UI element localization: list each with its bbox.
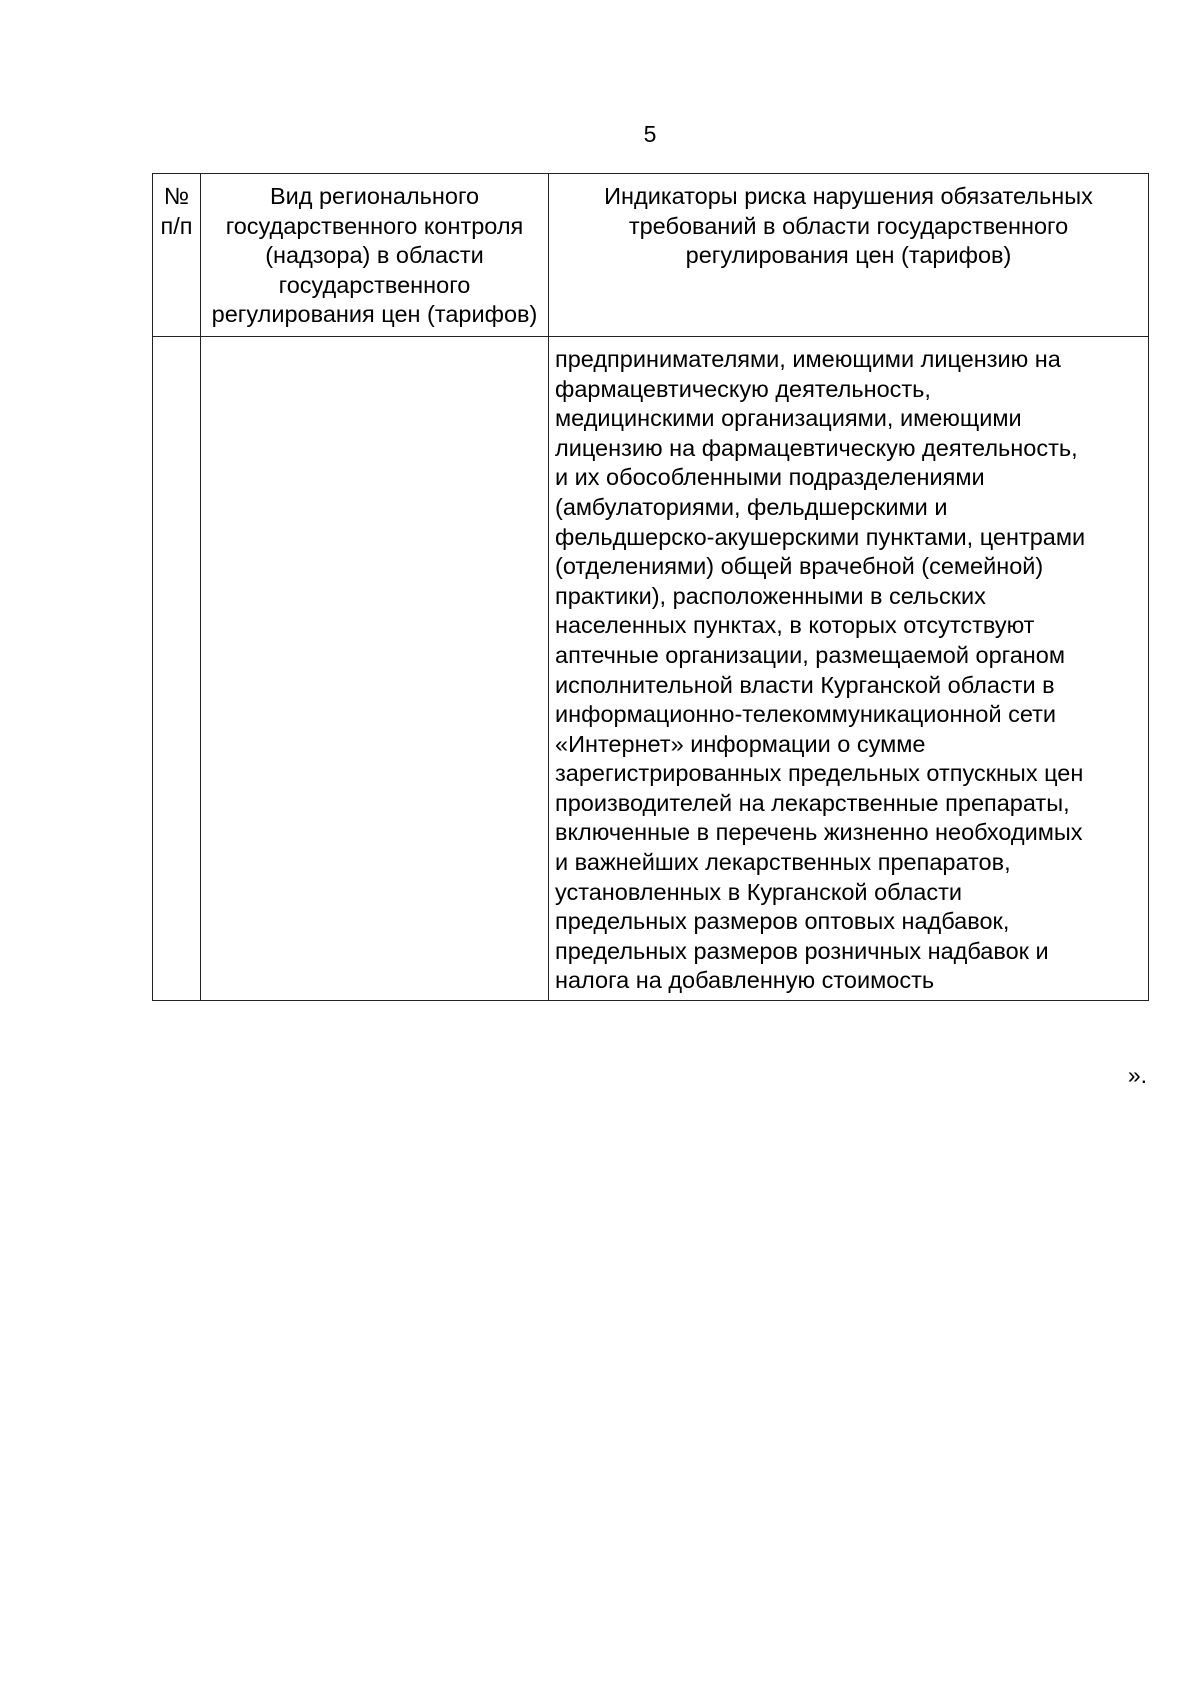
row-control-kind-cell: [201, 336, 549, 1000]
indicator-text-line: производителей на лекарственные препараты,: [555, 789, 1070, 816]
indicator-text-line: фельдшерско-акушерскими пунктами, центрами: [555, 523, 1086, 550]
indicator-text-line: предельных размеров розничных надбавок и: [555, 937, 1049, 964]
header-control-kind: Вид регионального государственного контроля (надзора) в области государственного регулирования цен (тарифов): [201, 174, 549, 337]
page-number: 5: [643, 121, 657, 147]
row-num-cell: [153, 336, 201, 1000]
indicator-text-line: исполнительной власти Курганской области в: [555, 671, 1055, 698]
indicator-text-line: информационно-телекоммуникационной сети: [555, 701, 1057, 728]
indicator-text-line: и важнейших лекарственных препаратов,: [555, 849, 1011, 876]
row-risk-indicators-cell: [549, 336, 1149, 1000]
indicator-text-line: фармацевтическую деятельность,: [555, 375, 931, 402]
indicator-text-line: предельных размеров оптовых надбавок,: [555, 908, 1010, 935]
indicator-text-line: населенных пунктах, в которых отсутствуют: [555, 612, 1035, 639]
indicator-text-line: и их обособленными подразделениями: [555, 464, 985, 491]
table-row: [153, 336, 1149, 1000]
indicator-text-line: предпринимателями, имеющими лицензию на: [555, 345, 1061, 372]
indicator-text-line: зарегистрированных предельных отпускных цен: [555, 760, 1084, 787]
indicator-text-line: налога на добавленную стоимость: [555, 967, 935, 994]
indicator-text-line: «Интернет» информации о сумме: [555, 730, 926, 757]
indicator-text-line: лицензию на фармацевтическую деятельность,: [555, 434, 1078, 461]
header-risk-indicators: Индикаторы риска нарушения обязательных требований в области государственного регулирования цен (тарифов): [549, 174, 1149, 337]
indicator-text-line: аптечные организации, размещаемой органом: [555, 641, 1065, 668]
indicator-text-line: (амбулаториями, фельдшерскими и: [555, 493, 948, 520]
closing-quote-mark: ».: [1127, 1062, 1147, 1088]
indicator-text-line: (отделениями) общей врачебной (семейной): [555, 553, 1044, 580]
indicator-text-line: медицинскими организациями, имеющими: [555, 405, 1022, 432]
indicators-table: [152, 173, 1149, 1001]
indicator-text-line: установленных в Курганской области: [555, 878, 962, 905]
indicator-text-line: практики), расположенными в сельских: [555, 582, 986, 609]
table-header-row: [153, 174, 1149, 337]
header-num: № п/п: [153, 174, 201, 337]
indicator-text-line: включенные в перечень жизненно необходимых: [555, 819, 1083, 846]
